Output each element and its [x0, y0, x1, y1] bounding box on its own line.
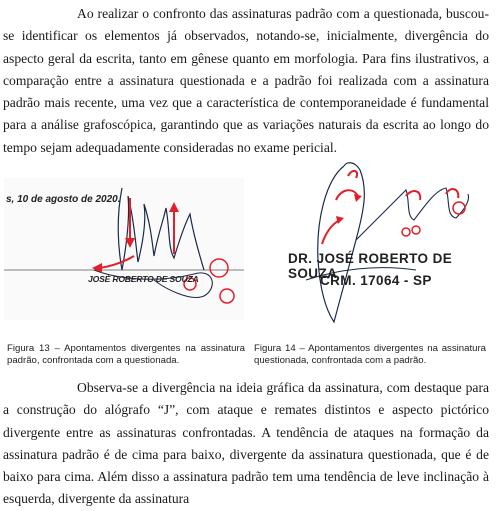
- figure-14-signature-image: [256, 160, 488, 335]
- red-circle-2: [402, 228, 410, 236]
- red-arrowhead-up: [169, 202, 179, 212]
- figure-13-signature-drawing: [4, 178, 244, 320]
- signature-j-loop: [318, 163, 365, 322]
- signer-name-text: JOSÉ ROBERTO DE SOUZA: [88, 274, 199, 284]
- red-circle-3: [412, 226, 420, 234]
- red-circle-1: [210, 259, 228, 277]
- crm-number-text: CRM. 17064 - SP: [320, 273, 432, 288]
- red-arrow-up-right: [322, 220, 340, 244]
- document-date-text: s, 10 de agosto de 2020.: [6, 194, 121, 205]
- red-arrow-left: [100, 256, 134, 268]
- body-paragraph-1: Ao realizar o confronto das assinaturas padrão com a questionada, buscou-se identificar os elementos já observados, notando-se, inicialmente, divergência do aspecto geral da escrita, tanto em gênese quanto em morfologia. Para fins ilustrativos, a comparação entre a assinatura questionada e a padrão foi realizada com a assinatura padrão mais recente, uma vez que a característica de contemporaneidade é fundamental para a análise grafoscópica, garantindo que as variações naturais da escrita ao longo do tempo sejam adequadamente consideradas no exame pericial.: [3, 6, 489, 155]
- body-paragraph-2: Observa-se a divergência na ideia gráfica da assinatura, com destaque para a construção do alógrafo “J”, com ataque e remates distintos e aspecto pictórico divergente entre as assinaturas confrontadas. A tendência de ataques na formação da assinatura padrão é de cima para baixo, divergente da assinatura questionada, que é de baixo para cima. Além disso a assinatura padrão tem uma tendência de leve inclinação à esquerda, divergente da assinatura: [3, 380, 489, 507]
- figure-13-signature-image: [4, 178, 244, 320]
- red-curve-arrow-2: [348, 171, 357, 178]
- red-circle-1: [453, 202, 465, 214]
- figure-14-signature-drawing: [256, 160, 488, 335]
- figure-13-caption: Figura 13 – Apontamentos divergentes na assinatura padrão, confrontada com a questionada.: [7, 343, 245, 366]
- figure-14-caption: Figura 14 – Apontamentos divergentes na assinatura questionada, confrontada com a padrão.: [254, 343, 486, 366]
- signer-name-text: DR. JOSÉ ROBERTO DE SOUZA: [288, 251, 453, 281]
- red-arrowhead-1: [354, 194, 362, 202]
- red-circle-3: [220, 289, 234, 303]
